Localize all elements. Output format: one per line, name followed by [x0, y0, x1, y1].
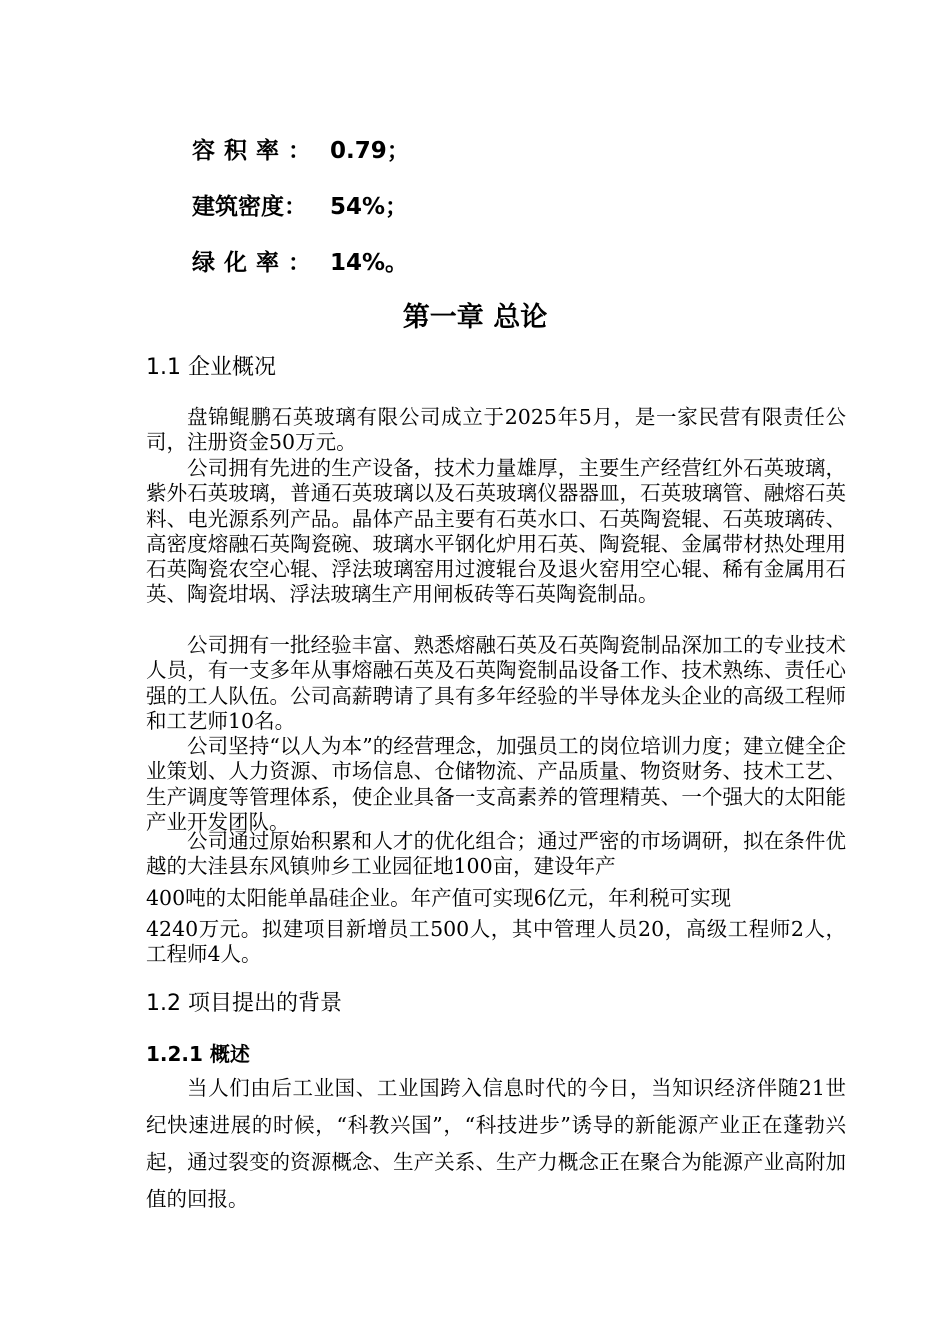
project-plan-part-1: 公司通过原始积累和人才的优化组合；通过严密的市场调研，拟在条件优越的大洼县东风镇帅乡工业园征地100亩，建设年产 — [146, 829, 846, 879]
stat-label: 容积率： — [192, 138, 320, 164]
paragraph-project-plan — [146, 829, 846, 967]
stat-building-density — [192, 192, 408, 222]
section-heading-1-1: 1.1 企业概况 — [146, 355, 276, 380]
stat-floor-area-ratio — [192, 136, 410, 166]
project-plan-part-3: 4240万元。拟建项目新增员工500人，其中管理人员20，高级工程师2人，工程师4人。 — [146, 916, 846, 966]
stat-value: 54%； — [330, 194, 409, 220]
stat-value: 0.79； — [330, 138, 410, 164]
paragraph-overview: 当人们由后工业国、工业国跨入信息时代的今日，当知识经济伴随21世纪快速进展的时候，“科教兴国”，“科技进步”诱导的新能源产业正在蓬勃兴起，通过裂变的资源概念、生产关系、生产力概念正在聚合为能源产业高附加值的回报。 — [146, 1076, 846, 1211]
stat-label: 绿化率： — [192, 250, 320, 276]
project-plan-part-2: 400吨的太阳能单晶硅企业。年产值可实现6亿元，年利税可实现 — [146, 885, 732, 910]
chapter-title: 第一章 总论 — [402, 302, 548, 333]
stat-greening-rate — [192, 248, 408, 278]
paragraph-company-products: 公司拥有先进的生产设备，技术力量雄厚，主要生产经营红外石英玻璃，紫外石英玻璃，普通石英玻璃以及石英玻璃仪器器皿，石英玻璃管、融熔石英料、电光源系列产品。晶体产品主要有石英水口、石英陶瓷辊、石英玻璃砖、高密度熔融石英陶瓷碗、玻璃水平钢化炉用石英、陶瓷辊、金属带材热处理用石英陶瓷农空心辊、浮法玻璃窑用过渡辊台及退火窑用空心辊、稀有金属用石英、陶瓷坩埚、浮法玻璃生产用闸板砖等石英陶瓷制品。 — [146, 456, 846, 607]
subsection-heading-1-2-1: 1.2.1 概述 — [146, 1042, 250, 1066]
paragraph-company-founding: 盘锦鲲鹏石英玻璃有限公司成立于2025年5月，是一家民营有限责任公司，注册资金50万元。 — [146, 405, 846, 455]
stat-label: 建筑密度： — [192, 194, 307, 220]
section-heading-1-2: 1.2 项目提出的背景 — [146, 991, 342, 1016]
stat-value: 14%。 — [330, 250, 409, 276]
paragraph-company-staff: 公司拥有一批经验丰富、熟悉熔融石英及石英陶瓷制品深加工的专业技术人员，有一支多年从事熔融石英及石英陶瓷制品设备工作、技术熟练、责任心强的工人队伍。公司高薪聘请了具有多年经验的半导体龙头企业的高级工程师和工艺师10名。 — [146, 633, 846, 733]
paragraph-company-management: 公司坚持“以人为本”的经营理念，加强员工的岗位培训力度；建立健全企业策划、人力资源、市场信息、仓储物流、产品质量、物资财务、技术工艺、生产调度等管理体系，使企业具备一支高素养的管理精英、一个强大的太阳能产业开发团队。 — [146, 734, 846, 834]
